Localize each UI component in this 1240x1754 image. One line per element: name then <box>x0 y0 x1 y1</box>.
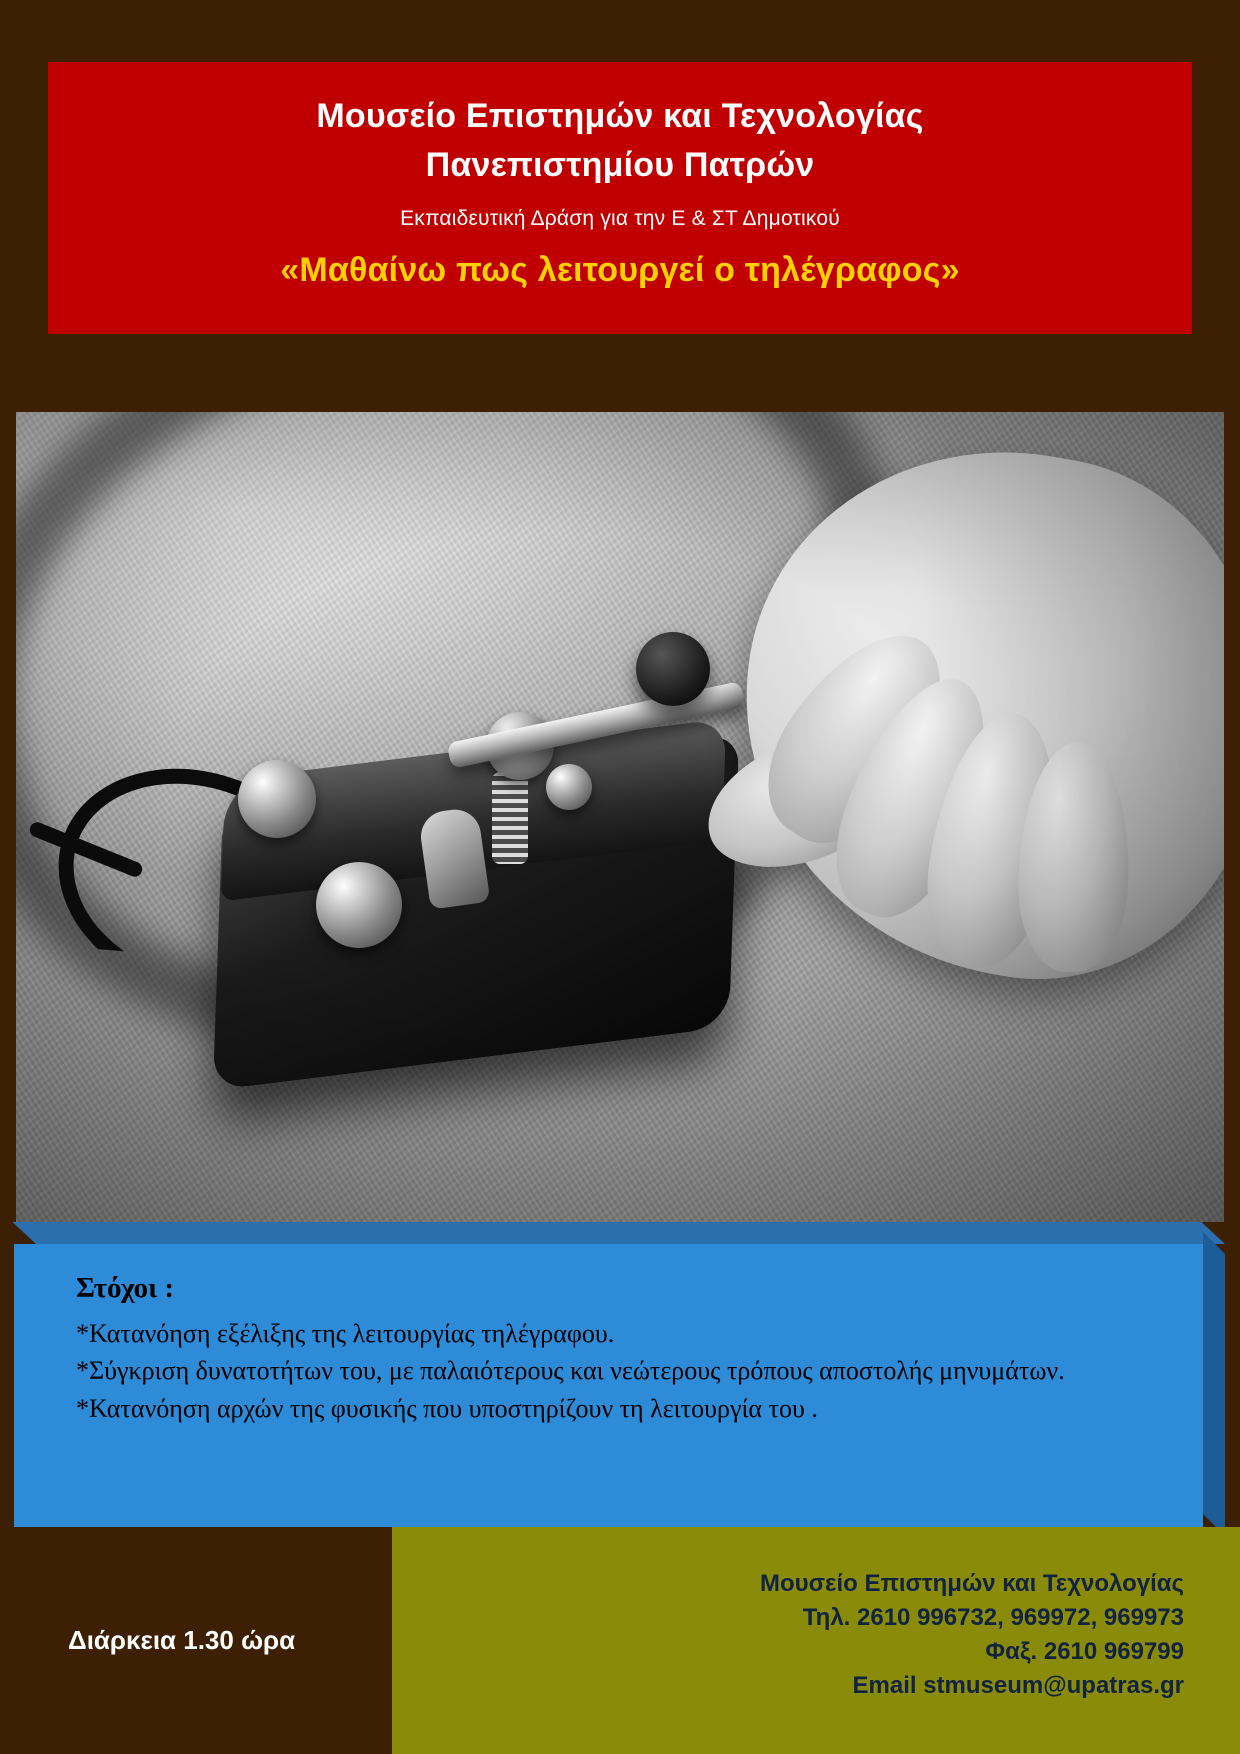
footer-fax: Φαξ. 2610 969799 <box>985 1638 1184 1666</box>
footer-contact-panel <box>392 1527 1240 1754</box>
header-subtitle: Εκπαιδευτική Δράση για την Ε & ΣΤ Δημοτικού <box>400 206 840 230</box>
goals-item: *Σύγκριση δυνατοτήτων του, με παλαιότερους και νεώτερους τρόπους αποστολής μηνυμάτων. <box>76 1356 1065 1386</box>
footer-organization: Μουσείο Επιστημών και Τεχνολογίας <box>760 1570 1184 1597</box>
goals-title: Στόχοι : <box>76 1272 175 1304</box>
goals-item: *Κατανόηση εξέλιξης της λειτουργίας τηλέγραφου. <box>76 1319 615 1348</box>
header-quote: «Μαθαίνω πως λειτουργεί ο τηλέγραφος» <box>280 250 960 289</box>
goals-box <box>14 1244 1203 1527</box>
page-title <box>88 92 1152 191</box>
goals-bevel-top <box>12 1222 1225 1244</box>
header-band <box>48 62 1192 334</box>
duration-label: Διάρκεια 1.30 ώρα <box>68 1625 296 1655</box>
page-title-line1: Μουσείο Επιστημών και Τεχνολογίας <box>316 97 924 135</box>
goals-section <box>14 1222 1225 1527</box>
footer-phone: Τηλ. 2610 996732, 969972, 969973 <box>802 1604 1184 1632</box>
telegraph-photo <box>16 412 1224 1222</box>
goals-item: *Κατανόηση αρχών της φυσικής που υποστηρίζουν τη λειτουργία του . <box>76 1393 818 1423</box>
page-title-line2: Πανεπιστημίου Πατρών <box>425 146 815 185</box>
footer-email: Email stmuseum@upatras.gr <box>852 1672 1184 1700</box>
goals-bevel-right <box>1203 1232 1225 1536</box>
photo-vignette <box>16 412 1224 1222</box>
